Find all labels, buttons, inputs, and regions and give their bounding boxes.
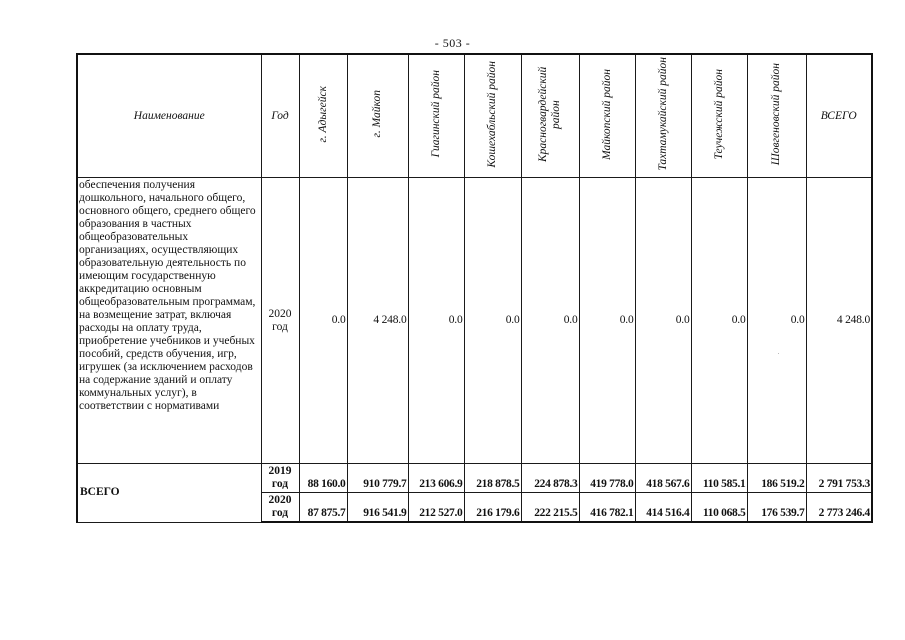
row-value: 0.0 <box>635 178 691 464</box>
row-value: 0.0 <box>691 178 747 464</box>
total-value: 222 215.5 <box>521 493 579 523</box>
total-value: 224 878.3 <box>521 464 579 493</box>
row-value: 4 248.0 <box>347 178 408 464</box>
table-row <box>77 178 872 464</box>
header-column <box>691 54 747 178</box>
total-value: 87 875.7 <box>299 493 347 523</box>
total-value: 212 527.0 <box>408 493 464 523</box>
header-column-label: Шовгеновский район <box>770 62 782 166</box>
row-value: 0.0 <box>747 178 806 464</box>
total-value: 218 878.5 <box>464 464 521 493</box>
header-column <box>635 54 691 178</box>
header-column <box>408 54 464 178</box>
row-year: 2020 год <box>261 178 299 464</box>
header-year: Год <box>261 54 299 178</box>
header-column-label: Теучежский район <box>712 68 725 160</box>
row-value: 0.0 <box>579 178 635 464</box>
scan-speck <box>778 353 779 354</box>
total-value: 186 519.2 <box>747 464 806 493</box>
header-column-label: Кошехабльский район <box>486 60 498 168</box>
total-row <box>77 464 872 493</box>
header-column <box>347 54 408 178</box>
header-column-label: Тахтамукайский район <box>656 57 669 171</box>
header-column-label: г. Майкоп <box>371 90 383 138</box>
total-value: 916 541.9 <box>347 493 408 523</box>
total-value: 419 778.0 <box>579 464 635 493</box>
header-column-label: Майкопский район <box>600 68 613 160</box>
header-column-label: г. Адыгейск <box>316 85 329 143</box>
total-value: 216 179.6 <box>464 493 521 523</box>
header-column-label: Гиагинский район <box>429 70 442 158</box>
header-column <box>299 54 347 178</box>
row-value: 0.0 <box>299 178 347 464</box>
header-column-label: Красногвардейский район <box>537 66 562 162</box>
header-column <box>747 54 806 178</box>
page-number: - 503 - <box>434 36 471 50</box>
total-value: 110 068.5 <box>691 493 747 523</box>
total-value: 213 606.9 <box>408 464 464 493</box>
total-value-grand: 2 773 246.4 <box>806 493 872 523</box>
total-value: 418 567.6 <box>635 464 691 493</box>
total-year: 2020 год <box>261 493 299 523</box>
row-value: 0.0 <box>408 178 464 464</box>
header-column <box>521 54 579 178</box>
header-name: Наименование <box>77 54 261 178</box>
row-value: 0.0 <box>521 178 579 464</box>
header-column <box>579 54 635 178</box>
header-column <box>464 54 521 178</box>
total-year: 2019 год <box>261 464 299 493</box>
row-value: 0.0 <box>464 178 521 464</box>
total-value: 416 782.1 <box>579 493 635 523</box>
total-label: ВСЕГО <box>77 464 261 523</box>
row-value-total: 4 248.0 <box>806 178 872 464</box>
total-value-grand: 2 791 753.3 <box>806 464 872 493</box>
table-header-row <box>77 54 872 178</box>
total-value: 910 779.7 <box>347 464 408 493</box>
total-value: 414 516.4 <box>635 493 691 523</box>
header-total: ВСЕГО <box>806 54 872 178</box>
total-value: 176 539.7 <box>747 493 806 523</box>
total-value: 110 585.1 <box>691 464 747 493</box>
row-description: обеспечения получения дошкольного, начального общего, основного общего, среднего общего образования в частных общеобразовательных организациях, осуществляющих образовательную деятельность по имеющим государственную аккредитацию основным общеобразовательным программам, на возмещение затрат, включая расходы на оплату труда, приобретение учебников и учебных пособий, средств обучения, игр, игрушек (за исключением расходов на содержание зданий и оплату коммунальных услуг), в соответствии с нормативами <box>77 178 261 464</box>
budget-table <box>76 53 873 523</box>
total-value: 88 160.0 <box>299 464 347 493</box>
